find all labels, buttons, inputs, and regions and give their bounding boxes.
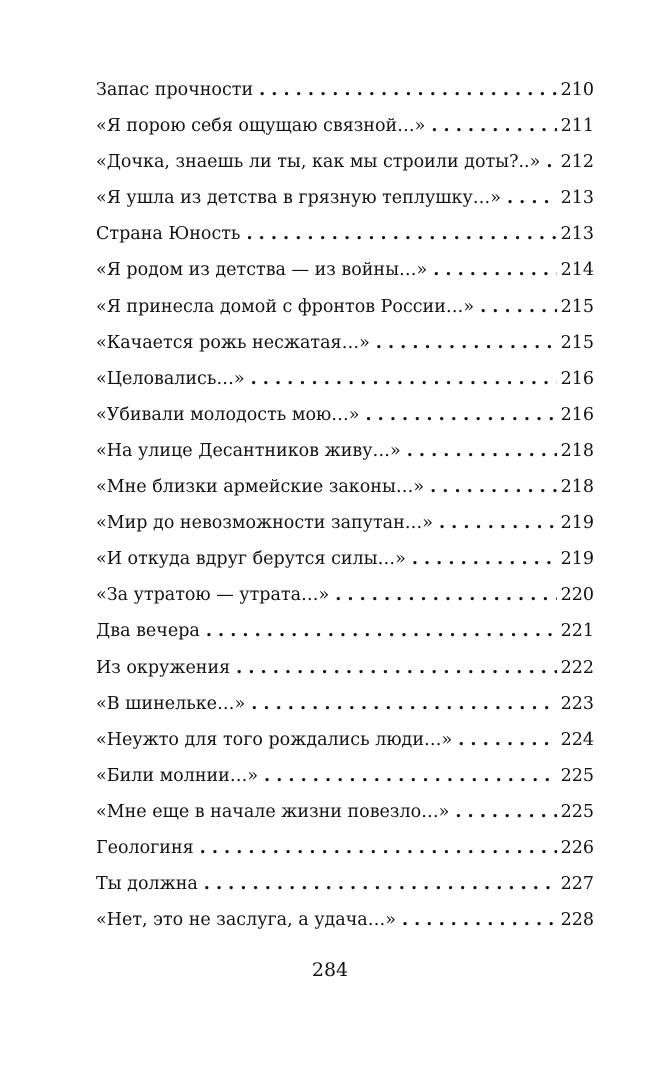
toc-entry-title: «На улице Десантников живу…»: [96, 440, 401, 461]
toc-entry: [96, 289, 594, 325]
toc-entry-page: 213: [560, 188, 594, 209]
toc-entry: [96, 108, 594, 144]
toc-entry-page: 216: [560, 368, 594, 389]
toc-entry: [96, 361, 594, 397]
toc-dot-leader: [365, 397, 556, 433]
toc-dot-leader: [431, 108, 556, 144]
toc-entry-page: 214: [560, 260, 594, 281]
toc-entry: [96, 758, 594, 794]
toc-entry-title: Два вечера: [96, 621, 200, 642]
toc-dot-leader: [480, 289, 556, 325]
toc-entry-title: «В шинельке…»: [96, 693, 246, 714]
toc-entry-page: 218: [560, 477, 594, 498]
toc-entry-page: 219: [560, 549, 594, 570]
toc-entry-page: 223: [560, 693, 594, 714]
toc-entry: [96, 722, 594, 758]
toc-entry-title: «Били молнии…»: [96, 765, 259, 786]
toc-entry-page: 227: [560, 874, 594, 895]
toc-entry-page: 221: [560, 621, 594, 642]
toc-dot-leader: [204, 866, 557, 902]
toc-entry-page: 211: [560, 116, 594, 137]
toc-entry-page: 213: [560, 224, 594, 245]
toc-dot-leader: [251, 686, 556, 722]
toc-entry-title: Геологиня: [96, 837, 194, 858]
toc-entry: [96, 397, 594, 433]
toc-entry: [96, 144, 594, 180]
toc-entry-title: «Я ушла из детства в грязную теплушку…»: [96, 188, 501, 209]
toc-dot-leader: [236, 650, 556, 686]
toc-dot-leader: [407, 433, 557, 469]
toc-entry-page: 220: [560, 585, 594, 606]
toc-entry: [96, 541, 594, 577]
toc-entry-page: 222: [560, 657, 594, 678]
toc-dot-leader: [206, 613, 557, 649]
toc-dot-leader: [546, 144, 556, 180]
toc-entry-title: «Неужто для того рождались люди…»: [96, 729, 453, 750]
toc-entry: [96, 902, 594, 938]
toc-dot-leader: [335, 577, 556, 613]
toc-entry-page: 219: [560, 513, 594, 534]
toc-entry-title: «И откуда вдруг берутся силы…»: [96, 549, 406, 570]
toc-entry: [96, 866, 594, 902]
toc-entry: [96, 613, 594, 649]
toc-dot-leader: [412, 541, 557, 577]
toc-entry: [96, 469, 594, 505]
toc-dot-leader: [430, 469, 557, 505]
toc-entry-page: 210: [560, 80, 594, 100]
toc-entry: [96, 794, 594, 830]
toc-dot-leader: [439, 505, 557, 541]
toc-entry: [96, 180, 594, 216]
toc-entry-title: «Нет, это не заслуга, а удача…»: [96, 910, 396, 931]
toc-entry-page: 212: [560, 152, 594, 173]
toc-entry-title: «Убивали молодость мою…»: [96, 404, 360, 425]
toc-entry: [96, 216, 594, 252]
toc-entry-page: 218: [560, 440, 594, 461]
toc-entry-page: 225: [560, 801, 594, 822]
page-number: 284: [311, 959, 349, 981]
toc-entry: [96, 830, 594, 866]
toc-entry-page: 216: [560, 404, 594, 425]
toc-entry: [96, 325, 594, 361]
toc-dot-leader: [433, 252, 556, 288]
toc-entry-title: «Мне близки армейские законы…»: [96, 477, 425, 498]
toc-entry-title: «Мне еще в начале жизни повезло…»: [96, 801, 450, 822]
toc-entry: [96, 505, 594, 541]
toc-entry-title: Запас прочности: [96, 80, 254, 100]
toc-entry-title: «Качается рожь несжатая…»: [96, 332, 370, 353]
toc-entry-title: «Я порою себя ощущаю связной…»: [96, 116, 426, 137]
toc-entry-page: 226: [560, 837, 594, 858]
toc-entry: [96, 686, 594, 722]
toc-entry-title: «За утратою — утрата…»: [96, 585, 330, 606]
toc-dot-leader: [246, 216, 556, 252]
toc-entry-title: Ты должна: [96, 874, 198, 895]
toc-entry-page: 228: [560, 910, 594, 931]
toc-dot-leader: [259, 72, 556, 108]
toc-dot-leader: [200, 830, 557, 866]
table-of-contents: [96, 72, 594, 938]
toc-entry: [96, 252, 594, 288]
toc-entry-title: Страна Юность: [96, 224, 241, 245]
toc-dot-leader: [507, 180, 557, 216]
toc-entry: [96, 650, 594, 686]
toc-entry-title: «Дочка, знаешь ли ты, как мы строили доты?..»: [96, 152, 541, 173]
toc-dot-leader: [251, 361, 557, 397]
toc-entry-title: «Я родом из детства — из войны…»: [96, 260, 428, 281]
toc-entry-page: 215: [560, 296, 594, 317]
toc-entry-title: «Я принесла домой с фронтов России…»: [96, 296, 475, 317]
toc-entry-title: «Целовались…»: [96, 368, 245, 389]
toc-entry: [96, 577, 594, 613]
toc-dot-leader: [264, 758, 557, 794]
toc-entry: [96, 72, 594, 108]
toc-entry-title: «Мир до невозможности запутан…»: [96, 513, 433, 534]
toc-entry-page: 224: [560, 729, 594, 750]
toc-dot-leader: [402, 902, 557, 938]
toc-dot-leader: [376, 325, 557, 361]
toc-entry-title: Из окружения: [96, 657, 231, 678]
toc-entry: [96, 433, 594, 469]
toc-entry-page: 215: [560, 332, 594, 353]
toc-entry-page: 225: [560, 765, 594, 786]
toc-dot-leader: [458, 722, 556, 758]
toc-dot-leader: [455, 794, 556, 830]
